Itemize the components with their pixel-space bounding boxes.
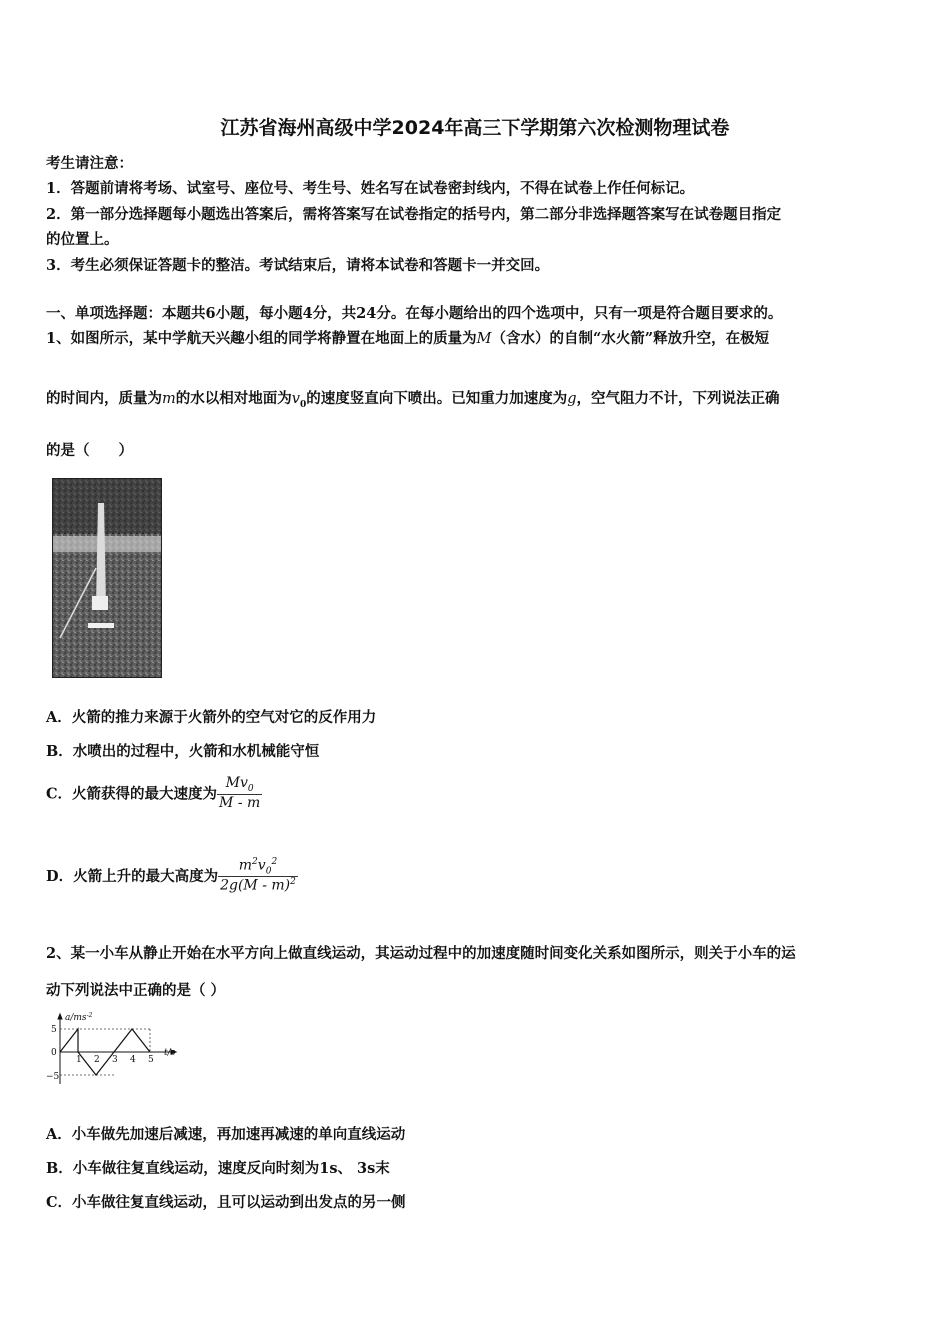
x-tick-4: 4 — [130, 1055, 136, 1065]
x-axis-label: t/s — [164, 1048, 176, 1058]
x-tick-1: 1 — [76, 1055, 82, 1065]
notice-heading: 考生请注意： — [46, 155, 133, 172]
notice-item-3: 3．考生必须保证答题卡的整洁。考试结束后，请将本试卷和答题卡一并交回。 — [46, 257, 550, 274]
q1-option-c: C．火箭获得的最大速度为 $\frac{Mv_0}{M - m}$ — [46, 775, 261, 811]
x-tick-2: 2 — [94, 1055, 100, 1065]
q1-line-3: 的是（ ） — [46, 442, 133, 459]
y-tick-neg5: −5 — [46, 1072, 60, 1082]
fraction-d: $\frac{m^2v_0^2}{2g(M - m)^2}$ — [220, 857, 296, 895]
acceleration-time-graph — [44, 1010, 184, 1088]
q1-line-2: 的时间内，质量为m的水以相对地面为$v_0$的速度竖直向下喷出。已知重力加速度为g，空气阻力不计，下列说法正确 — [46, 390, 780, 410]
q2-line-1: 2、某一小车从静止开始在水平方向上做直线运动，其运动过程中的加速度随时间变化关系如图所示，则关于小车的运 — [46, 945, 796, 962]
fraction-c: $\frac{Mv_0}{M - m}$ — [219, 775, 261, 811]
notice-item-2-cont: 的位置上。 — [46, 231, 119, 248]
y-tick-5: 5 — [51, 1025, 57, 1035]
q1-option-a: A．火箭的推力来源于火箭外的空气对它的反作用力 — [46, 709, 377, 726]
section-heading: 一、单项选择题：本题共6小题，每小题4分，共24分。在每小题给出的四个选项中，只有一项是符合题目要求的。 — [46, 305, 783, 322]
q1-option-b: B．水喷出的过程中，火箭和水机械能守恒 — [46, 743, 320, 760]
page-title: 江苏省海州高级中学2024年高三下学期第六次检测物理试卷 — [220, 117, 730, 139]
q2-line-2: 动下列说法中正确的是（ ） — [46, 982, 226, 999]
q1-option-d: D．火箭上升的最大高度为 $\frac{m^2v_0^2}{2g(M - m)^2}$ — [46, 857, 296, 895]
notice-item-2: 2．第一部分选择题每小题选出答案后，需将答案写在试卷指定的括号内，第二部分非选择题答案写在试卷题目指定 — [46, 206, 782, 223]
y-axis-label: $a/ms^{-2}$ — [65, 1012, 93, 1023]
q2-option-a: A．小车做先加速后减速，再加速再减速的单向直线运动 — [46, 1126, 406, 1143]
y-tick-0: 0 — [51, 1048, 57, 1058]
q2-option-b: B．小车做往复直线运动，速度反向时刻为1s、 3s末 — [46, 1160, 390, 1177]
x-tick-5: 5 — [148, 1055, 154, 1065]
x-tick-3: 3 — [112, 1055, 118, 1065]
q1-line-1: 1、如图所示，某中学航天兴趣小组的同学将静置在地面上的质量为M（含水）的自制“水火箭”释放升空，在极短 — [46, 330, 770, 347]
water-rocket-photo — [52, 478, 162, 678]
notice-item-1: 1．答题前请将考场、试室号、座位号、考生号、姓名写在试卷密封线内，不得在试卷上作任何标记。 — [46, 180, 695, 197]
q2-option-c: C．小车做往复直线运动，且可以运动到出发点的另一侧 — [46, 1194, 406, 1211]
